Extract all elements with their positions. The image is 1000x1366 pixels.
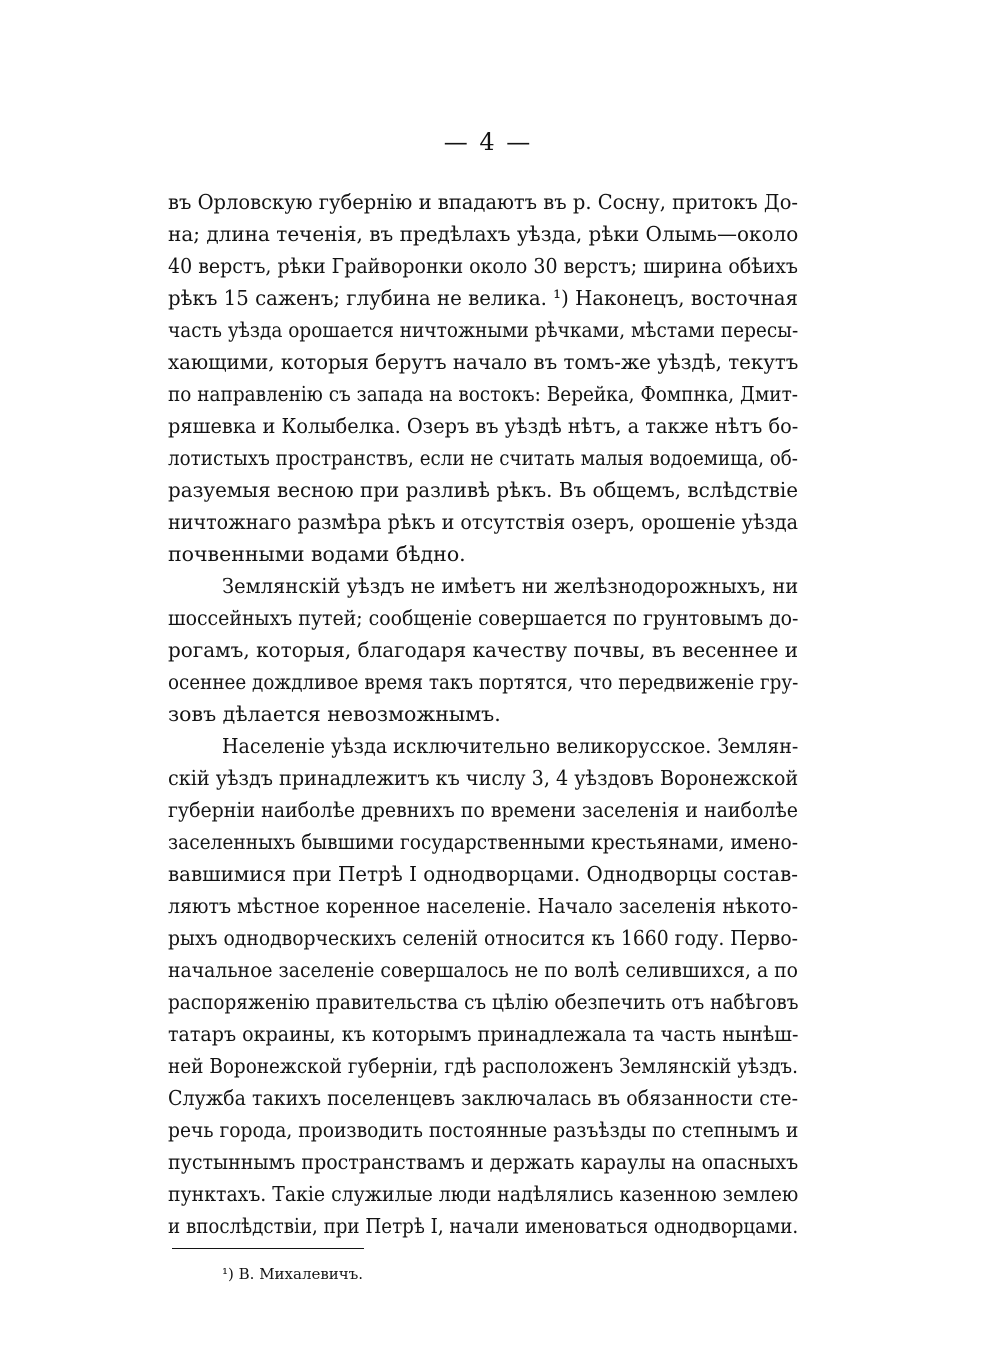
text-line: рогамъ, которыя, благодаря качеству почвы, въ весеннее и — [168, 638, 798, 662]
text-line: губерніи наиболѣе древнихъ по времени заселенія и наиболѣе — [168, 798, 798, 822]
text-line: осеннее дождливое время такъ портятся, что передвиженіе гру- — [168, 670, 798, 694]
text-line: шоссейныхъ путей; сообщеніе совершается по грунтовымъ до- — [168, 606, 798, 630]
text-line: пунктахъ. Такіе служилые люди надѣлялись казенною землею — [168, 1182, 798, 1206]
text-line: пустыннымъ пространствамъ и держать караулы на опасныхъ — [168, 1150, 798, 1174]
text-line: въ Орловскую губернію и впадаютъ въ р. Сосну, притокъ До- — [168, 190, 798, 214]
text-line: рѣкъ 15 саженъ; глубина не велика. ¹) Наконецъ, восточная — [168, 286, 798, 310]
text-line: почвенными водами бѣдно. — [168, 542, 466, 566]
page-number: — 4 — — [443, 128, 533, 156]
text-line: рыхъ однодворческихъ селеній относится къ 1660 году. Перво- — [168, 926, 798, 950]
text-line: зовъ дѣлается невозможнымъ. — [168, 702, 501, 726]
text-line: Служба такихъ поселенцевъ заключалась въ обязанности сте- — [168, 1086, 798, 1110]
paragraph-first-line: Землянскій уѣздъ не имѣетъ ни желѣзнодорожныхъ, ни — [222, 574, 798, 598]
text-line: татаръ окраины, къ которымъ принадлежала та часть нынѣш- — [168, 1022, 798, 1046]
text-line: скій уѣздъ принадлежитъ къ числу 3, 4 уѣздовъ Воронежской — [168, 766, 798, 790]
paragraph-first-line: Населеніе уѣзда исключительно великорусское. Землян- — [222, 734, 798, 758]
text-line: часть уѣзда орошается ничтожными рѣчками, мѣстами пересы- — [168, 318, 798, 342]
text-line: по направленію съ запада на востокъ: Верейка, Фомпнка, Дмит- — [168, 382, 798, 406]
text-line: разуемыя весною при разливѣ рѣкъ. Въ общемъ, вслѣдствіе — [168, 478, 798, 502]
text-line: речь города, производить постоянные разъѣзды по степнымъ и — [168, 1118, 798, 1142]
footnote-divider — [172, 1248, 364, 1249]
text-line: ничтожнаго размѣра рѣкъ и отсутствія озеръ, орошеніе уѣзда — [168, 510, 798, 534]
text-line: 40 верстъ, рѣки Грайворонки около 30 верстъ; ширина обѣихъ — [168, 254, 798, 278]
text-line: начальное заселеніе совершалось не по волѣ селившихся, а по — [168, 958, 798, 982]
footnote: ¹) В. Михалевичъ. — [222, 1265, 364, 1283]
text-line: на; длина теченія, въ предѣлахъ уѣзда, рѣки Олымь—около — [168, 222, 798, 246]
text-line: вавшимися при Петрѣ I однодворцами. Однодворцы состав- — [168, 862, 798, 886]
text-line: и впослѣдствіи, при Петрѣ I, начали именоваться однодворцами. — [168, 1214, 798, 1238]
text-line: распоряженію правительства съ цѣлію обезпечить отъ набѣговъ — [168, 990, 798, 1014]
text-line: ней Воронежской губерніи, гдѣ расположенъ Землянскій уѣздъ. — [168, 1054, 798, 1078]
text-line: ляютъ мѣстное коренное населеніе. Начало заселенія нѣкото- — [168, 894, 798, 918]
text-line: ряшевка и Колыбелка. Озеръ въ уѣздѣ нѣтъ, а также нѣтъ бо- — [168, 414, 798, 438]
text-line: лотистыхъ пространствъ, если не считать малыя водоемища, об- — [168, 446, 798, 470]
text-line: заселенныхъ бывшими государственными крестьянами, имено- — [168, 830, 798, 854]
text-line: хающими, которыя берутъ начало въ томъ-же уѣздѣ, текутъ — [168, 350, 798, 374]
